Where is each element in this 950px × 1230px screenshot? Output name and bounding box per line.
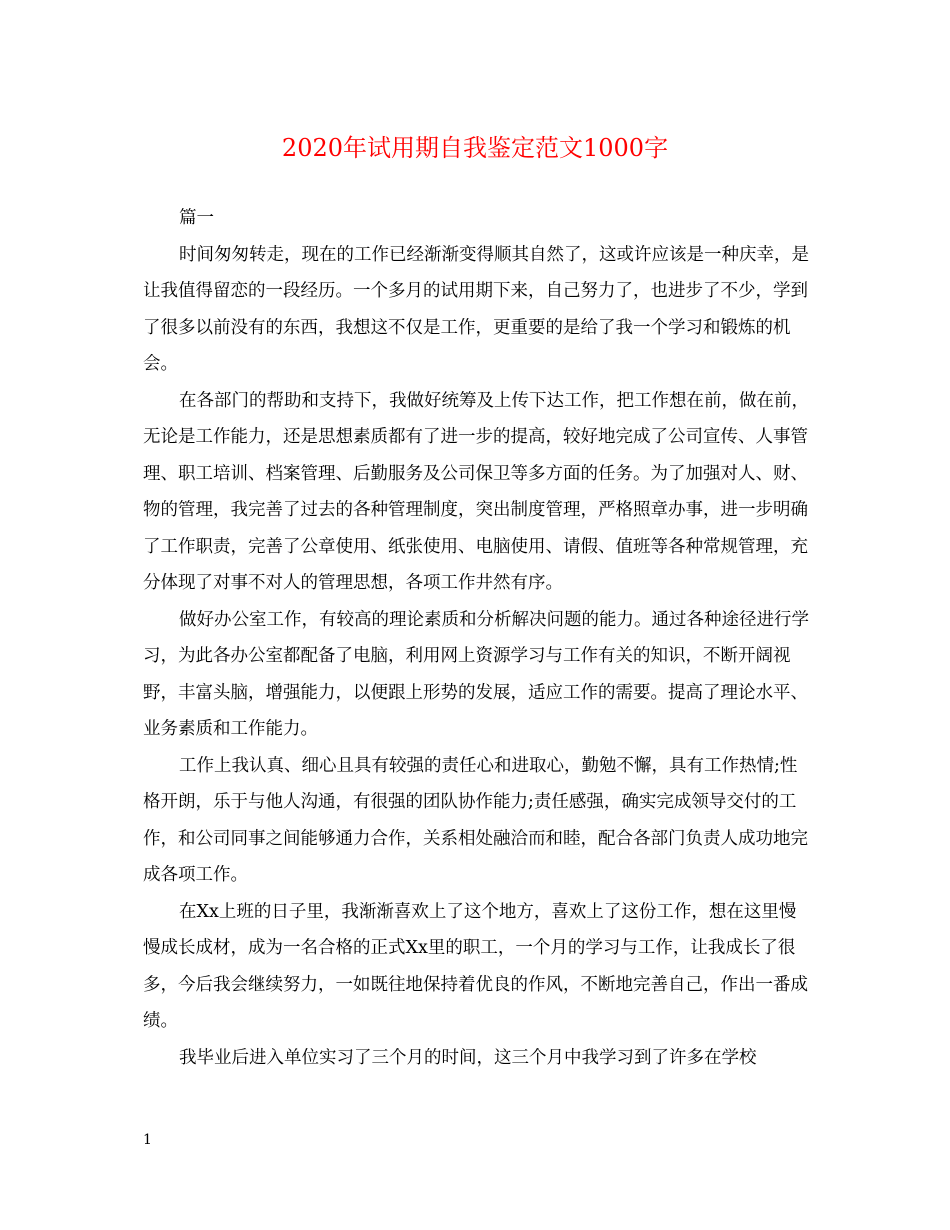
paragraph-5: 在Xx上班的日子里，我渐渐喜欢上了这个地方，喜欢上了这份工作，想在这里慢慢成长成材，成为一名合格的正式Xx里的职工，一个月的学习与工作，让我成长了很多，今后我会继续努力，一如既往地保持着优良的作风，不断地完善自己，作出一番成绩。 <box>143 901 808 1031</box>
paragraph-6: 我毕业后进入单位实习了三个月的时间，这三个月中我学习到了许多在学校 <box>179 1047 757 1068</box>
paragraph-3: 做好办公室工作，有较高的理论素质和分析解决问题的能力。通过各种途径进行学习，为此各办公室都配备了电脑，利用网上资源学习与工作有关的知识，不断开阔视野，丰富头脑，增强能力，以便跟上形势的发展，适应工作的需要。提高了理论水平、业务素质和工作能力。 <box>143 609 809 739</box>
paragraph-2: 在各部门的帮助和支持下，我做好统筹及上传下达工作，把工作想在前，做在前，无论是工作能力，还是思想素质都有了进一步的提高，较好地完成了公司宣传、人事管理、职工培训、档案管理、后勤服务及公司保卫等多方面的任务。为了加强对人、财、物的管理，我完善了过去的各种管理制度，突出制度管理，严格照章办事，进一步明确了工作职责，完善了公章使用、纸张使用、电脑使用、请假、值班等各种常规管理，充分体现了对事不对人的管理思想，各项工作井然有序。 <box>143 390 809 593</box>
section-label: 篇一 <box>179 208 214 228</box>
page-number: 1 <box>143 1132 152 1148</box>
document-title: 2020年试用期自我鉴定范文1000字 <box>281 134 669 162</box>
paragraph-1: 时间匆匆转走，现在的工作已经渐渐变得顺其自然了，这或许应该是一种庆幸，是让我值得留恋的一段经历。一个多月的试用期下来，自己努力了，也进步了不少，学到了很多以前没有的东西，我想这不仅是工作，更重要的是给了我一个学习和锻炼的机会。 <box>143 244 809 374</box>
document-body <box>143 200 813 1076</box>
paragraph-4: 工作上我认真、细心且具有较强的责任心和进取心，勤勉不懈，具有工作热情;性格开朗，乐于与他人沟通，有很强的团队协作能力;责任感强，确实完成领导交付的工作，和公司同事之间能够通力合作，关系相处融洽而和睦，配合各部门负责人成功地完成各项工作。 <box>143 755 808 885</box>
